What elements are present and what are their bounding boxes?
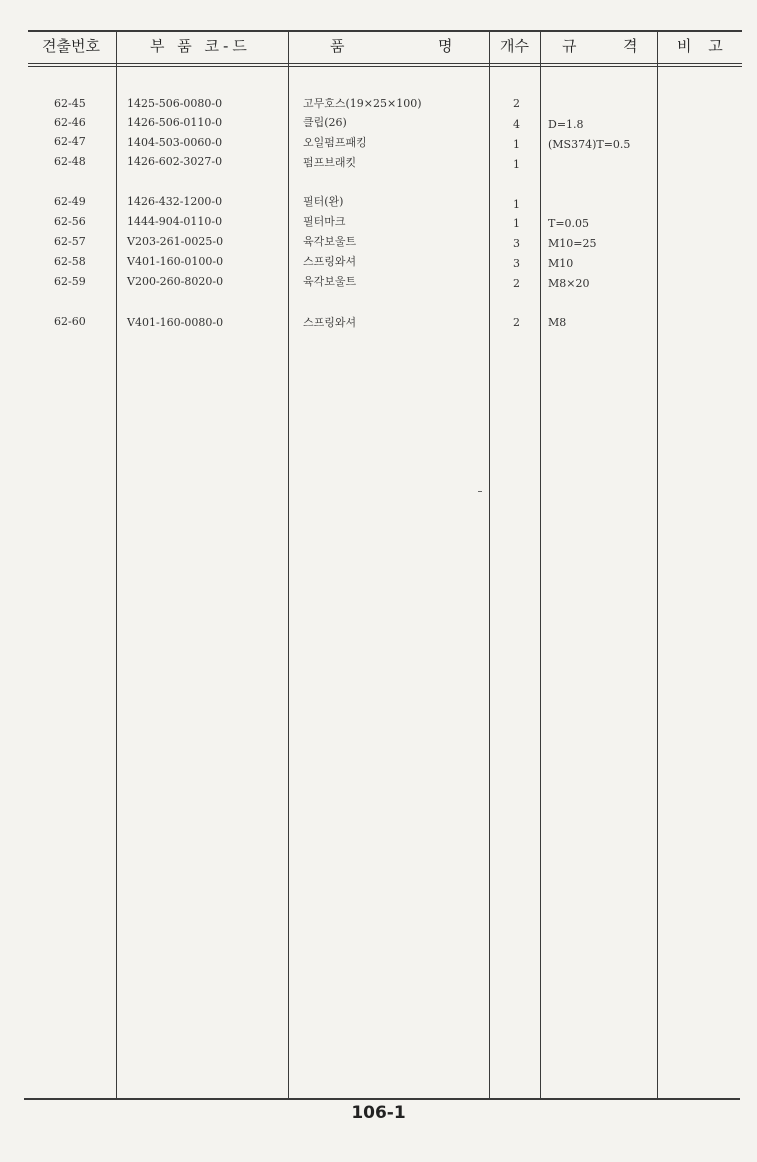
specification: D=1.8 [548, 118, 584, 131]
part-code: 1404-503-0060-0 [127, 136, 223, 149]
part-code: 1426-432-1200-0 [127, 195, 223, 208]
header-remarks: 비 고 [677, 37, 729, 55]
part-name: 펌프브래킷 [303, 156, 357, 169]
specification: (MS374)T=0.5 [548, 138, 631, 151]
item-number: 62-45 [54, 97, 86, 110]
part-code: V401-160-0100-0 [127, 255, 224, 268]
part-name: 필터(완) [303, 195, 344, 208]
header-spec-second: 격 [623, 37, 638, 55]
part-code: V401-160-0080-0 [127, 316, 224, 329]
quantity: 2 [513, 277, 520, 290]
item-number: 62-47 [54, 135, 86, 148]
item-number: 62-48 [54, 155, 86, 168]
header-part-code: 부 품 코-드 [150, 37, 251, 55]
quantity: 3 [513, 237, 520, 250]
part-name: 스프링와셔 [303, 316, 357, 329]
part-code: 1425-506-0080-0 [127, 97, 223, 110]
item-number: 62-56 [54, 215, 86, 228]
header-bottom-rule-2 [28, 66, 742, 67]
quantity: 1 [513, 138, 520, 151]
item-number: 62-58 [54, 255, 86, 268]
scan-speck [478, 491, 482, 492]
header-bottom-rule [28, 63, 742, 64]
header-spec-first: 규 [562, 37, 577, 55]
header-part-name-second: 명 [438, 37, 453, 55]
quantity: 3 [513, 257, 520, 270]
column-divider [489, 30, 490, 1098]
header-quantity: 개수 [500, 37, 529, 55]
part-name: 육각보울트 [303, 275, 357, 288]
header-item-number: 견출번호 [42, 37, 100, 55]
item-number: 62-46 [54, 116, 86, 129]
part-name: 오일펌프패킹 [303, 136, 367, 149]
column-divider [657, 30, 658, 1098]
specification: T=0.05 [548, 217, 590, 230]
part-name: 클립(26) [303, 116, 347, 129]
header-part-name-first: 품 [330, 37, 345, 55]
specification: M8×20 [548, 277, 590, 290]
header-top-rule [28, 30, 742, 32]
column-divider [540, 30, 541, 1098]
quantity: 1 [513, 158, 520, 171]
part-name: 고무호스(19×25×100) [303, 97, 422, 110]
quantity: 4 [513, 118, 520, 131]
part-name: 육각보울트 [303, 235, 357, 248]
column-divider [288, 30, 289, 1098]
part-code: 1426-506-0110-0 [127, 116, 223, 129]
quantity: 1 [513, 198, 520, 211]
part-code: 1426-602-3027-0 [127, 155, 223, 168]
part-name: 스프링와셔 [303, 255, 357, 268]
part-code: 1444-904-0110-0 [127, 215, 223, 228]
item-number: 62-57 [54, 235, 86, 248]
column-divider [116, 30, 117, 1098]
page-number: 106-1 [351, 1103, 406, 1123]
part-code: V200-260-8020-0 [127, 275, 224, 288]
specification: M10 [548, 257, 574, 270]
item-number: 62-60 [54, 315, 86, 328]
part-name: 필터마크 [303, 215, 346, 228]
quantity: 2 [513, 97, 520, 110]
footer-rule [24, 1098, 740, 1100]
item-number: 62-49 [54, 195, 86, 208]
part-code: V203-261-0025-0 [127, 235, 224, 248]
quantity: 1 [513, 217, 520, 230]
specification: M8 [548, 316, 567, 329]
item-number: 62-59 [54, 275, 86, 288]
specification: M10=25 [548, 237, 597, 250]
quantity: 2 [513, 316, 520, 329]
